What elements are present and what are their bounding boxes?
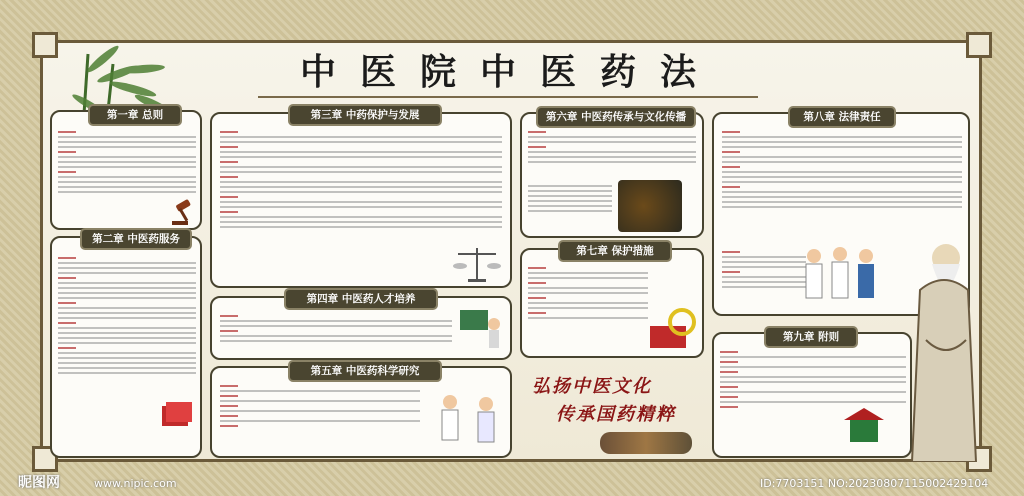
chapter-header-9: 第九章 附则 [766,328,856,346]
book-icon [160,400,194,430]
chapter-header-3: 第三章 中药保护与发展 [290,106,440,124]
corner-ornament [966,32,992,58]
chapter-body-8b [722,248,806,312]
slogan-line-1: 弘扬中医文化 [532,376,652,397]
watermark-site-name: 昵图网 [18,475,60,491]
doctors-illustration [800,244,880,308]
chapter-body-5 [220,382,420,452]
corner-ornament [32,32,58,58]
chapter-header-7: 第七章 保护措施 [560,242,670,260]
chapter-body-6b [528,182,612,232]
chapter-header-5: 第五章 中医药科学研究 [290,362,440,380]
page-title: 中医院中医药法 [299,51,720,93]
doctor-illustration [432,392,504,452]
chapter-header-4: 第四章 中医药人才培养 [286,290,436,308]
watermark-url: www.nipic.com [94,477,177,490]
herb-jar-photo [618,180,682,232]
chapter-header-8: 第八章 法律责任 [790,108,894,126]
watermark-id: ID:7703151 NO:20230807115002429104 [760,477,989,490]
gavel-icon [170,198,198,226]
chapter-header-1: 第一章 总则 [90,106,180,124]
chapter-body-6 [528,128,696,180]
chapter-header-2: 第二章 中医药服务 [82,230,190,248]
sage-figure-illustration [906,230,982,462]
teacher-illustration [456,306,504,354]
chapter-body-4 [220,312,452,356]
slogan-line-2: 传承国药精粹 [556,404,676,425]
title-divider [258,96,758,98]
scale-icon [452,244,502,284]
pavilion-icon [842,404,886,446]
chapter-header-6: 第六章 中医药传承与文化传播 [538,108,694,126]
chapter-body-7 [528,264,648,352]
herbs-illustration [600,432,692,454]
book-tape-icon [646,304,698,352]
